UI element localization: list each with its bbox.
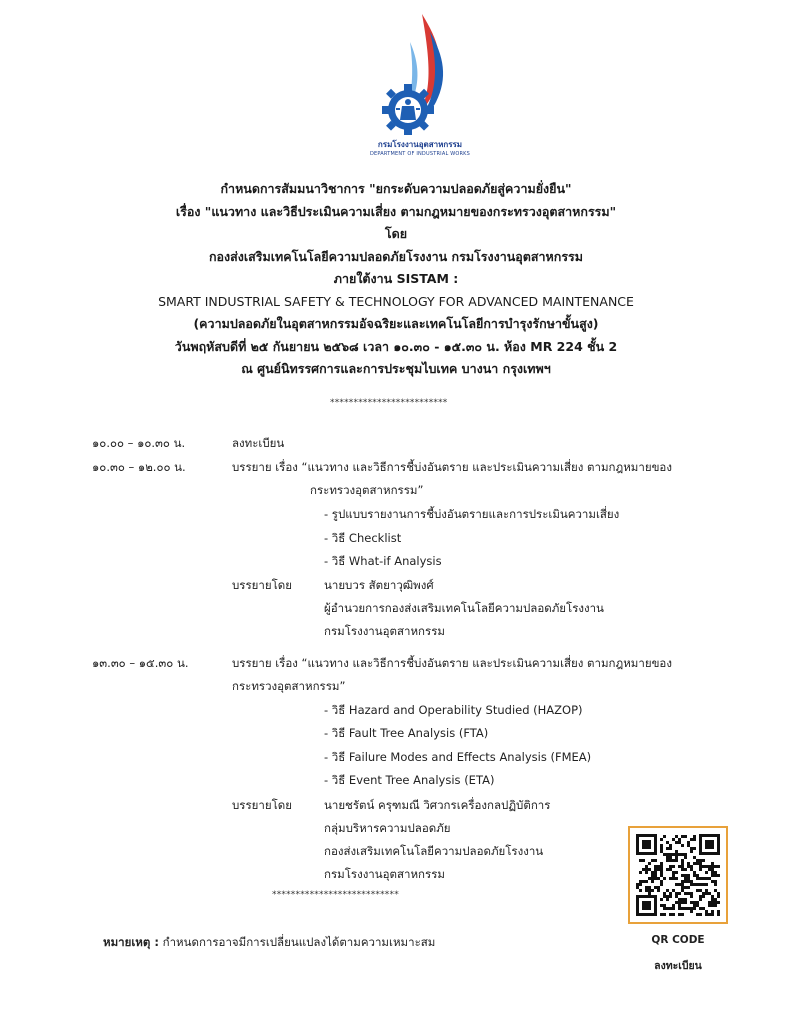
qr-module (660, 862, 663, 865)
qr-module (636, 886, 639, 889)
qr-module (681, 913, 684, 916)
qr-module (693, 907, 696, 910)
qr-module (675, 856, 678, 859)
qr-module (660, 880, 663, 883)
session-3-speaker-org: กรมโรงงานอุตสาหกรรม (324, 867, 445, 881)
qr-module (651, 859, 654, 862)
qr-module (675, 895, 678, 898)
qr-module (702, 865, 705, 868)
session-2-time: ๑๐.๓๐ – ๑๒.๐๐ น. (92, 460, 186, 474)
session-3-speaker-group: กลุ่มบริหารความปลอดภัย (324, 821, 451, 835)
qr-module (684, 880, 687, 883)
qr-module (663, 877, 666, 880)
qr-module (717, 901, 720, 904)
qr-module (681, 862, 684, 865)
session-2-item: - วิธี Checklist (324, 531, 402, 545)
qr-module (657, 889, 660, 892)
qr-module (711, 898, 714, 901)
qr-module (675, 901, 678, 904)
qr-module (672, 904, 675, 907)
qr-module (693, 847, 696, 850)
qr-module (651, 874, 654, 877)
qr-module (669, 853, 672, 856)
qr-module (699, 895, 702, 898)
qr-module (684, 898, 687, 901)
session-3-item: - วิธี Fault Tree Analysis (FTA) (324, 726, 489, 740)
qr-module (687, 844, 690, 847)
qr-module (711, 895, 714, 898)
qr-module (708, 892, 711, 895)
qr-module (639, 880, 642, 883)
qr-module (681, 886, 684, 889)
qr-module (690, 883, 693, 886)
qr-module (645, 886, 648, 889)
qr-module (678, 853, 681, 856)
session-3-item: - วิธี Failure Modes and Effects Analysis (FMEA) (324, 750, 592, 764)
session-3-topic: บรรยาย เรื่อง “แนวทาง และวิธีการชี้บ่งอันตราย และประเมินความเสี่ยง ตามกฎหมายของ (232, 656, 672, 670)
qr-module (654, 859, 657, 862)
qr-module (660, 847, 663, 850)
qr-module (699, 889, 702, 892)
qr-module (672, 865, 675, 868)
qr-module (714, 871, 717, 874)
qr-module (672, 877, 675, 880)
qr-module (642, 880, 645, 883)
qr-module (696, 913, 699, 916)
qr-module (711, 868, 714, 871)
qr-module (651, 880, 654, 883)
session-3-speaker-label: บรรยายโดย (232, 798, 292, 812)
session-2-item: - วิธี What-if Analysis (324, 554, 442, 568)
qr-module (696, 874, 699, 877)
qr-module (663, 913, 666, 916)
qr-module (675, 871, 678, 874)
qr-module (666, 898, 669, 901)
qr-label: QR CODE (651, 934, 705, 946)
qr-module (708, 904, 711, 907)
qr-module (654, 877, 657, 880)
qr-module (711, 865, 714, 868)
qr-module (678, 838, 681, 841)
footnote (103, 934, 435, 952)
event-venue: ณ ศูนย์นิทรรศการและการประชุมไบเทค บางนา กรุงเทพฯ (241, 361, 551, 376)
qr-module (690, 847, 693, 850)
qr-module (702, 907, 705, 910)
qr-module (690, 880, 693, 883)
qr-module (714, 904, 717, 907)
qr-module (711, 862, 714, 865)
qr-module (687, 877, 690, 880)
header-divider: ************************* (330, 398, 448, 408)
session-2-topic: บรรยาย เรื่อง “แนวทาง และวิธีการชี้บ่งอันตราย และประเมินความเสี่ยง ตามกฎหมายของ (232, 460, 672, 474)
qr-module (681, 853, 684, 856)
qr-module (696, 904, 699, 907)
organizer-name: กองส่งเสริมเทคโนโลยีความปลอดภัยโรงงาน กรมโรงงานอุตสาหกรรม (208, 248, 584, 264)
qr-module (687, 841, 690, 844)
qr-module (654, 865, 657, 868)
qr-module (687, 880, 690, 883)
qr-module (648, 889, 651, 892)
qr-module (693, 871, 696, 874)
session-3-topic-cont: กระทรวงอุตสาหกรรม” (232, 679, 346, 693)
qr-module (711, 901, 714, 904)
schedule-end-divider: *************************** (272, 890, 399, 900)
qr-module (660, 844, 663, 847)
qr-module (714, 880, 717, 883)
qr-module (654, 868, 657, 871)
qr-module (645, 868, 648, 871)
qr-module (678, 865, 681, 868)
qr-module (693, 856, 696, 859)
qr-module (702, 877, 705, 880)
qr-module (699, 859, 702, 862)
qr-module (684, 874, 687, 877)
qr-module (684, 886, 687, 889)
qr-module (699, 877, 702, 880)
qr-module (705, 889, 708, 892)
qr-module (681, 880, 684, 883)
department-logo (360, 12, 480, 162)
event-name-th: (ความปลอดภัยในอุตสาหกรรมอัจฉริยะและเทคโนโลยีการบำรุงรักษาขั้นสูง) (193, 316, 599, 331)
qr-module (666, 856, 669, 859)
qr-module (702, 895, 705, 898)
qr-code-icon (636, 834, 720, 916)
qr-module (699, 883, 702, 886)
qr-module (660, 904, 663, 907)
qr-module (648, 877, 651, 880)
qr-module (696, 877, 699, 880)
qr-module (681, 874, 684, 877)
qr-module (660, 883, 663, 886)
qr-module (666, 889, 669, 892)
qr-module (681, 901, 684, 904)
qr-module (669, 847, 672, 850)
qr-module (648, 868, 651, 871)
qr-caption: ลงทะเบียน (654, 960, 702, 972)
qr-module (681, 865, 684, 868)
qr-module (642, 859, 645, 862)
qr-module (669, 907, 672, 910)
qr-module (699, 898, 702, 901)
qr-module (690, 865, 693, 868)
organizer-by: โดย (384, 226, 408, 241)
qr-module (714, 874, 717, 877)
document-header (0, 178, 792, 381)
qr-module (717, 892, 720, 895)
qr-module (666, 895, 669, 898)
qr-module (657, 886, 660, 889)
qr-module (672, 913, 675, 916)
qr-module (690, 838, 693, 841)
qr-module (651, 871, 654, 874)
qr-module (654, 871, 657, 874)
qr-module (693, 835, 696, 838)
qr-module (687, 862, 690, 865)
footnote-text: กำหนดการอาจมีการเปลี่ยนแปลงได้ตามความเหมาะสม (158, 935, 436, 949)
qr-module (705, 910, 708, 913)
qr-module (699, 913, 702, 916)
qr-module (708, 868, 711, 871)
qr-module (702, 883, 705, 886)
qr-module (672, 889, 675, 892)
qr-module (663, 904, 666, 907)
qr-module (711, 871, 714, 874)
event-date-time: วันพฤหัสบดีที่ ๒๕ กันยายน ๒๕๖๘ เวลา ๑๐.๓๐ - ๑๕.๓๐ น. ห้อง MR 224 ชั้น 2 (174, 338, 618, 354)
seminar-subject: เรื่อง "แนวทาง และวิธีประเมินความเสี่ยง ตามกฎหมายของกระทรวงอุตสาหกรรม" (175, 203, 617, 219)
qr-module (717, 895, 720, 898)
qr-module (696, 901, 699, 904)
qr-module (684, 856, 687, 859)
session-2-speaker-org: กรมโรงงานอุตสาหกรรม (324, 624, 445, 638)
qr-module (666, 859, 669, 862)
qr-module (669, 895, 672, 898)
qr-module (699, 862, 702, 865)
qr-module (714, 889, 717, 892)
session-2-speaker-name: นายบวร สัตยาวุฒิพงศ์ (324, 578, 434, 592)
qr-module (642, 868, 645, 871)
qr-module (687, 892, 690, 895)
qr-module (660, 865, 663, 868)
qr-module (690, 901, 693, 904)
session-1-time: ๑๐.๐๐ – ๑๐.๓๐ น. (92, 436, 186, 450)
qr-module (666, 847, 669, 850)
qr-module (693, 904, 696, 907)
qr-module (705, 892, 708, 895)
qr-module (660, 874, 663, 877)
qr-module (672, 859, 675, 862)
industrial-works-emblem-icon (360, 12, 480, 137)
qr-module (675, 892, 678, 895)
qr-module (675, 877, 678, 880)
qr-module (690, 850, 693, 853)
qr-module (663, 895, 666, 898)
qr-module (681, 844, 684, 847)
qr-module (678, 913, 681, 916)
qr-module (645, 889, 648, 892)
qr-module (681, 859, 684, 862)
footnote-label: หมายเหตุ : (103, 935, 159, 949)
qr-module (666, 853, 669, 856)
qr-module (645, 880, 648, 883)
qr-module (708, 865, 711, 868)
qr-module (651, 889, 654, 892)
qr-module (666, 841, 669, 844)
qr-module (717, 913, 720, 916)
qr-module (684, 853, 687, 856)
qr-module (702, 892, 705, 895)
qr-module (708, 913, 711, 916)
qr-module (696, 883, 699, 886)
qr-module (669, 868, 672, 871)
qr-module (684, 868, 687, 871)
qr-module (711, 880, 714, 883)
qr-module (645, 865, 648, 868)
qr-module (684, 892, 687, 895)
qr-module (681, 868, 684, 871)
event-name-en: SMART INDUSTRIAL SAFETY & TECHNOLOGY FOR ADVANCED MAINTENANCE (158, 293, 634, 309)
qr-module (672, 853, 675, 856)
qr-module (654, 874, 657, 877)
qr-module (681, 907, 684, 910)
qr-module (678, 841, 681, 844)
qr-module (675, 841, 678, 844)
qr-module (681, 883, 684, 886)
qr-module (684, 901, 687, 904)
qr-module (684, 907, 687, 910)
qr-module (678, 904, 681, 907)
qr-module (660, 850, 663, 853)
qr-module (696, 889, 699, 892)
logo-name-th: กรมโรงงานอุตสาหกรรม (377, 140, 463, 149)
qr-module (714, 865, 717, 868)
qr-module (669, 865, 672, 868)
qr-module (690, 868, 693, 871)
qr-module (693, 838, 696, 841)
qr-module (687, 874, 690, 877)
registration-qr-code[interactable] (628, 826, 728, 924)
session-2-speaker-label: บรรยายโดย (232, 578, 292, 592)
qr-module (714, 901, 717, 904)
qr-module (675, 835, 678, 838)
qr-module (672, 838, 675, 841)
session-3-item: - วิธี Event Tree Analysis (ETA) (324, 773, 495, 787)
qr-module (681, 889, 684, 892)
qr-module (714, 883, 717, 886)
qr-module (687, 865, 690, 868)
session-1-text: ลงทะเบียน (232, 436, 285, 450)
qr-module (663, 835, 666, 838)
qr-module (639, 883, 642, 886)
qr-module (663, 907, 666, 910)
qr-module (702, 859, 705, 862)
session-3-time: ๑๓.๓๐ – ๑๕.๓๐ น. (92, 656, 189, 670)
qr-module (648, 886, 651, 889)
qr-module (690, 907, 693, 910)
qr-module (675, 859, 678, 862)
qr-module (696, 862, 699, 865)
qr-module (717, 865, 720, 868)
qr-module (681, 835, 684, 838)
qr-module (711, 874, 714, 877)
qr-module (717, 910, 720, 913)
session-3-speaker-name: นายชรัตน์ ครุฑมณี วิศวกรเครื่องกลปฏิบัติการ (324, 798, 551, 812)
qr-module (699, 865, 702, 868)
qr-module (681, 898, 684, 901)
qr-module (690, 892, 693, 895)
qr-module (660, 838, 663, 841)
session-3-speaker-division: กองส่งเสริมเทคโนโลยีความปลอดภัยโรงงาน (324, 844, 544, 858)
qr-module (660, 898, 663, 901)
qr-module (693, 901, 696, 904)
qr-module (678, 898, 681, 901)
qr-module (684, 877, 687, 880)
qr-module (687, 886, 690, 889)
session-3-item: - วิธี Hazard and Operability Studied (HAZOP) (324, 703, 583, 717)
qr-module (714, 898, 717, 901)
qr-module (654, 886, 657, 889)
qr-module (657, 868, 660, 871)
qr-module (672, 874, 675, 877)
qr-module (660, 868, 663, 871)
qr-module (675, 883, 678, 886)
qr-module (687, 907, 690, 910)
qr-module (705, 877, 708, 880)
qr-module (684, 835, 687, 838)
qr-module (693, 874, 696, 877)
qr-module (648, 862, 651, 865)
qr-module (639, 889, 642, 892)
qr-module (669, 856, 672, 859)
event-under: ภายใต้งาน SISTAM : (333, 271, 459, 286)
session-2-topic-cont: กระทรวงอุตสาหกรรม” (310, 483, 424, 497)
qr-module (669, 859, 672, 862)
qr-module (639, 859, 642, 862)
qr-module (663, 892, 666, 895)
qr-module (663, 853, 666, 856)
session-2-item: - รูปแบบรายงานการชี้บ่งอันตรายและการประเมินความเสี่ยง (324, 507, 620, 521)
qr-module (711, 913, 714, 916)
qr-module (705, 883, 708, 886)
qr-module (696, 859, 699, 862)
qr-module (648, 892, 651, 895)
session-2-speaker-title: ผู้อำนวยการกองส่งเสริมเทคโนโลยีความปลอดภัยโรงงาน (324, 601, 604, 615)
qr-module (657, 877, 660, 880)
qr-module (705, 871, 708, 874)
qr-module (669, 913, 672, 916)
qr-module (639, 871, 642, 874)
qr-module (636, 883, 639, 886)
qr-module (708, 877, 711, 880)
qr-module (705, 913, 708, 916)
qr-module (660, 913, 663, 916)
qr-module (669, 844, 672, 847)
qr-module (672, 907, 675, 910)
qr-module (666, 868, 669, 871)
logo-name-en: DEPARTMENT OF INDUSTRIAL WORKS (369, 151, 471, 157)
qr-module (699, 907, 702, 910)
qr-module (657, 865, 660, 868)
qr-module (678, 901, 681, 904)
qr-module (693, 862, 696, 865)
qr-module (651, 877, 654, 880)
qr-module (705, 865, 708, 868)
seminar-title: กำหนดการสัมมนาวิชาการ "ยกระดับความปลอดภัยสู่ความยั่งยืน" (220, 181, 572, 196)
qr-module (690, 910, 693, 913)
qr-module (672, 871, 675, 874)
qr-module (669, 877, 672, 880)
qr-module (711, 904, 714, 907)
qr-module (645, 871, 648, 874)
qr-module (675, 850, 678, 853)
qr-module (699, 868, 702, 871)
qr-module (678, 907, 681, 910)
qr-module (690, 895, 693, 898)
qr-module (711, 910, 714, 913)
qr-module (678, 883, 681, 886)
qr-module (693, 883, 696, 886)
qr-module (717, 874, 720, 877)
qr-module (708, 901, 711, 904)
qr-module (666, 907, 669, 910)
qr-module (675, 853, 678, 856)
qr-module (660, 871, 663, 874)
qr-module (669, 892, 672, 895)
qr-module (678, 892, 681, 895)
